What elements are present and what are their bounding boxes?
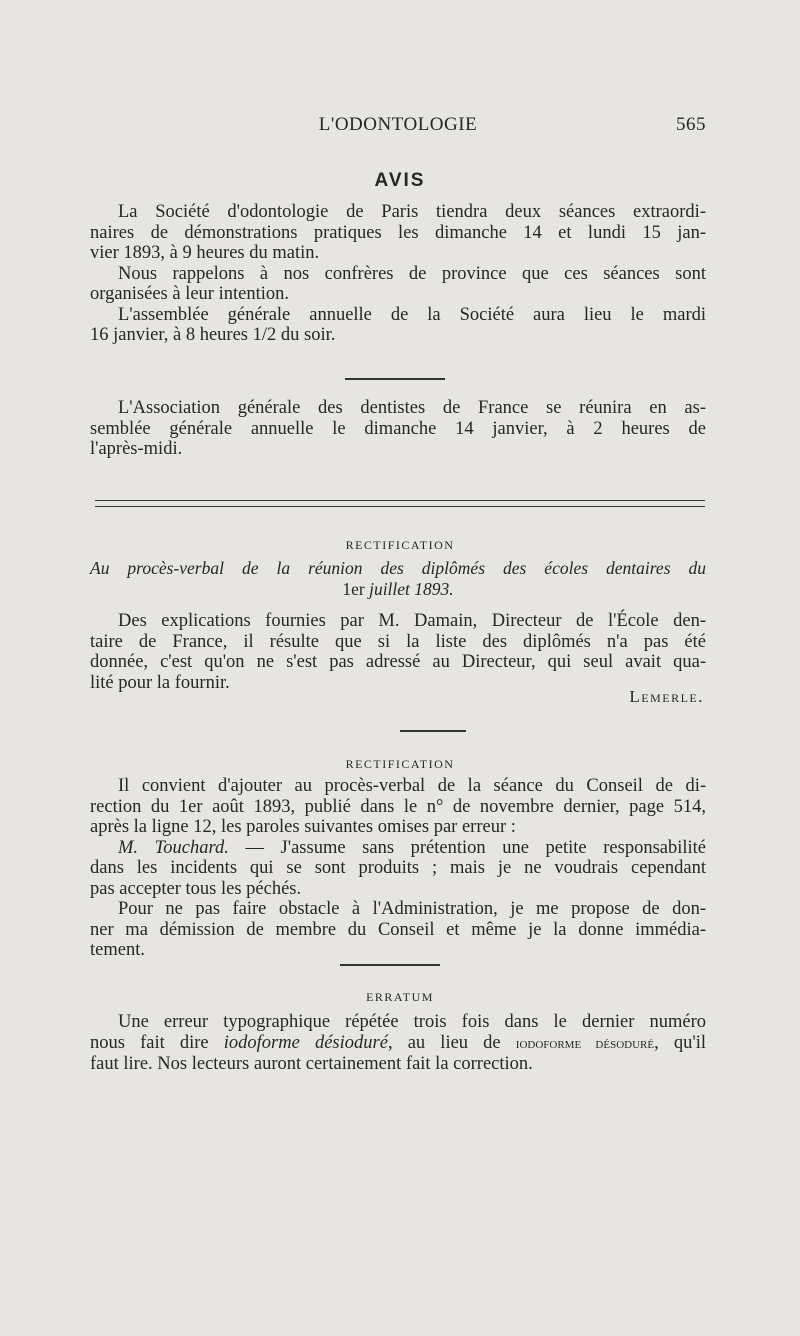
text-fragment: , qu'il [654, 1032, 706, 1053]
text-line: Une erreur typographique répétée trois fois dans le dernier numéro [118, 1012, 706, 1032]
rectification-2-paragraph-1 [90, 776, 706, 838]
text-line: organisées à leur intention. [90, 284, 289, 304]
avis-heading: AVIS [374, 170, 426, 191]
date-ordinal: 1er [342, 578, 365, 599]
text-line: 16 janvier, à 8 heures 1/2 du soir. [90, 325, 336, 345]
text-line: naires de démonstrations pratiques les dimanche 14 et lundi 15 jan- [90, 222, 706, 243]
text-line: taire de France, il résulte que si la liste des diplômés n'a pas été [90, 631, 706, 652]
avis-paragraph-3 [90, 305, 706, 346]
text-line: Il convient d'ajouter au procès-verbal de la séance du Conseil de di- [118, 776, 706, 796]
rectification-2-section [90, 776, 706, 961]
text-line: donnée, c'est qu'on ne s'est pas adressé au Directeur, qui seul avait qua- [90, 652, 706, 672]
section-divider [340, 964, 440, 966]
rectification-1-subtitle [90, 558, 706, 599]
speech-start: — J'assume sans prétention une petite responsabilité [228, 837, 706, 858]
italic-term: iodoforme désioduré [223, 1032, 388, 1053]
text-line: pas accepter tous les péchés. [90, 878, 302, 899]
erratum-section [90, 1012, 706, 1075]
text-fragment: nous fait dire [90, 1032, 224, 1053]
text-line: rection du 1er août 1893, publié dans le n° de novembre dernier, page 514, [90, 796, 706, 817]
text-line: vier 1893, à 9 heures du matin. [90, 243, 320, 263]
avis-paragraph-1 [90, 202, 706, 264]
double-rule-divider [95, 500, 705, 507]
rectification-2-paragraph-2 [90, 838, 706, 900]
text-line: Au procès-verbal de la réunion des diplômés des écoles dentaires du [90, 558, 706, 578]
rectification-heading-1: RECTIFICATION [345, 538, 455, 552]
text-line: après la ligne 12, les paroles suivantes omises par erreur : [90, 817, 516, 837]
signature-lemerle: Lemerle. [629, 687, 704, 706]
text-line: Des explications fournies par M. Damain, Directeur de l'École den- [118, 611, 706, 631]
section-divider [345, 378, 445, 380]
section-divider [400, 730, 466, 732]
rectification-1-body [90, 611, 706, 693]
speaker-name: M. Touchard. [118, 837, 229, 858]
text-line: semblée générale annuelle le dimanche 14 janvier, à 2 heures de [90, 418, 706, 439]
text-line [90, 838, 706, 859]
rectification-2-paragraph-3 [90, 899, 706, 961]
text-line: lité pour la fournir. [90, 672, 230, 693]
text-fragment: , au lieu de [387, 1032, 516, 1053]
text-line: Nous rappelons à nos confrères de province que ces séances sont [118, 263, 706, 284]
rectification-1-section [90, 558, 706, 693]
text-line: faut lire. Nos lecteurs auront certainement fait la correction. [90, 1054, 533, 1074]
page-number: 565 [676, 114, 706, 135]
text-line: tement. [90, 940, 145, 960]
running-title: L'ODONTOLOGIE [318, 114, 478, 135]
association-section [90, 398, 706, 460]
date-rest: juillet 1893. [369, 578, 454, 599]
avis-paragraph-2 [90, 264, 706, 305]
small-caps-term: iodoforme désoduré [515, 1035, 655, 1052]
text-line: dans les incidents qui se sont produits ; mais je ne voudrais cependant [90, 858, 706, 878]
rectification-heading-2: RECTIFICATION [345, 757, 455, 771]
text-line: l'après-midi. [90, 439, 183, 459]
association-paragraph [90, 398, 706, 460]
erratum-heading: ERRATUM [366, 990, 434, 1004]
text-line: L'assemblée générale annuelle de la Société aura lieu le mardi [118, 304, 706, 325]
text-line: L'Association générale des dentistes de France se réunira en as- [118, 398, 706, 418]
text-line [90, 1033, 706, 1055]
avis-section [90, 202, 706, 346]
text-line: Pour ne pas faire obstacle à l'Administration, je me propose de don- [118, 899, 706, 919]
erratum-paragraph [90, 1012, 706, 1075]
text-line: ner ma démission de membre du Conseil et même je la donne immédia- [90, 919, 706, 940]
text-line: La Société d'odontologie de Paris tiendra deux séances extraordi- [118, 202, 706, 222]
text-line [90, 579, 706, 600]
